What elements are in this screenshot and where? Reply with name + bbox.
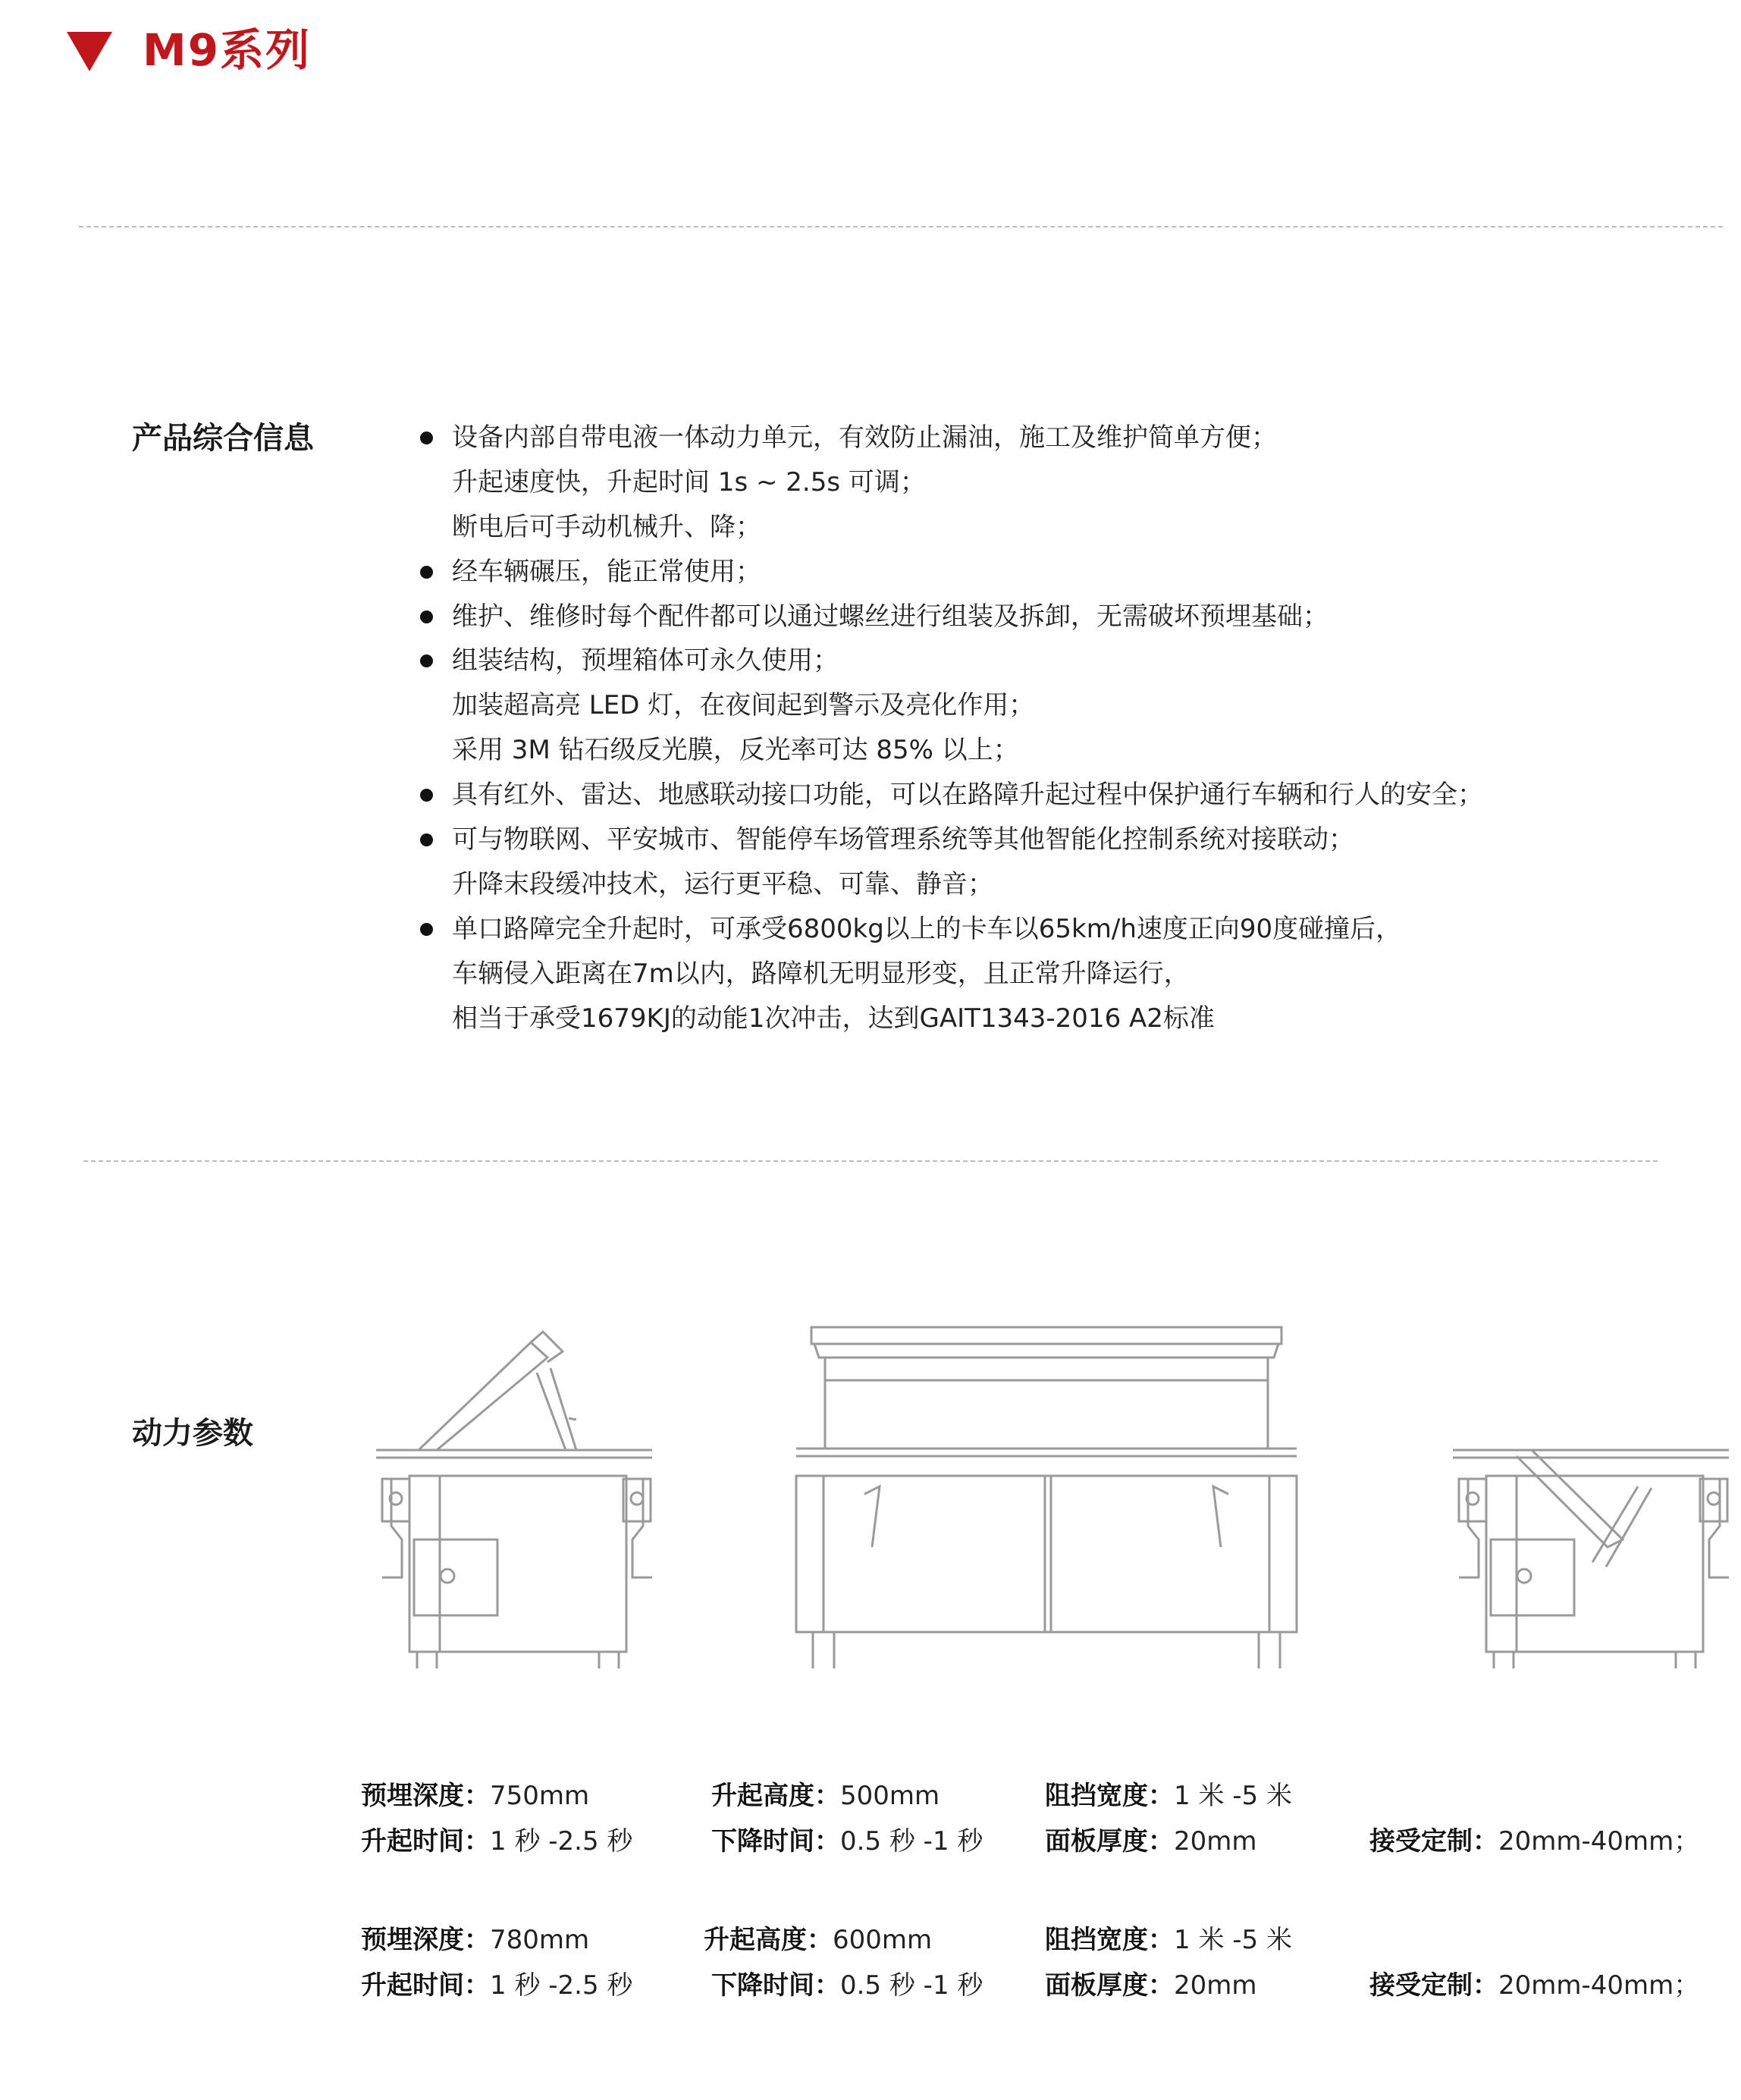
product-info-text: 采用 3M 钻石级反光膜，反光率可达 85% 以上； (452, 735, 1019, 766)
spec-value: 20mm-40mm； (1498, 1826, 1700, 1857)
product-info-text: 升降末段缓冲技术，运行更平稳、可靠、静音； (452, 868, 993, 899)
series-title: M9系列 (143, 24, 312, 76)
spec-value: 500mm (840, 1781, 940, 1811)
product-info-item (416, 595, 1705, 639)
product-info-text: 设备内部自带电液一体动力单元，有效防止漏油，施工及维护简单方便； (452, 422, 1277, 453)
spec-label: 阻挡宽度： (1045, 1781, 1174, 1811)
spec-block-width-2 (1045, 1919, 1292, 1961)
spec-panel-thickness-2 (1045, 1964, 1257, 2007)
spec-rise-height-1 (711, 1775, 940, 1817)
spec-rise-height-2 (704, 1919, 932, 1961)
spec-value: 0.5 秒 -1 秒 (840, 1826, 983, 1857)
spec-value: 1 米 -5 米 (1174, 1925, 1292, 1955)
spec-value: 780mm (490, 1925, 590, 1955)
product-info-item (416, 818, 1705, 862)
spec-label: 预埋深度： (361, 1925, 490, 1955)
spec-custom-2 (1369, 1964, 1699, 2007)
product-info-text: 单口路障完全升起时，可承受6800kg以上的卡车以65km/h速度正向90度碰撞后， (452, 913, 1402, 944)
spec-value: 600mm (833, 1925, 933, 1955)
product-info-text: 可与物联网、平安城市、智能停车场管理系统等其他智能化控制系统对接联动； (452, 824, 1354, 855)
bullet-icon (420, 566, 433, 579)
spec-fall-time-1 (711, 1820, 983, 1863)
product-info-item (416, 728, 1705, 773)
bullet-icon (420, 789, 433, 802)
spec-label: 预埋深度： (361, 1781, 490, 1811)
product-info-item (416, 416, 1705, 460)
divider-top (79, 226, 1723, 228)
spec-label: 下降时间： (711, 1826, 840, 1857)
spec-label: 阻挡宽度： (1045, 1925, 1174, 1955)
product-info-text: 升起速度快，升起时间 1s ~ 2.5s 可调； (452, 466, 926, 498)
bullet-icon (420, 654, 433, 667)
product-info-item (416, 683, 1705, 728)
spec-value: 750mm (490, 1781, 590, 1811)
spec-value: 20mm-40mm； (1498, 1970, 1700, 2001)
spec-block-width-1 (1045, 1775, 1292, 1817)
product-info-text: 组装结构，预埋箱体可永久使用； (452, 645, 839, 676)
spec-label: 面板厚度： (1045, 1970, 1174, 2001)
product-info-item (416, 773, 1705, 818)
spec-rise-time-1 (361, 1820, 632, 1863)
spec-label: 升起高度： (711, 1781, 840, 1811)
spec-value: 0.5 秒 -1 秒 (840, 1970, 983, 2001)
product-info-item (416, 460, 1705, 505)
spec-label: 接受定制： (1369, 1970, 1498, 2001)
spec-label: 升起高度： (704, 1925, 833, 1955)
spec-rise-time-2 (361, 1964, 632, 2007)
spec-label: 接受定制： (1369, 1826, 1498, 1857)
product-info-text: 具有红外、雷达、地感联动接口功能，可以在路障升起过程中保护通行车辆和行人的安全； (452, 780, 1483, 811)
front-view-drawing (796, 1327, 1297, 1668)
bullet-icon (420, 611, 433, 623)
spec-label: 升起时间： (361, 1826, 490, 1857)
spec-value: 20mm (1174, 1826, 1257, 1857)
product-info-item (416, 505, 1705, 550)
product-info-item (416, 862, 1705, 907)
product-info-item (416, 550, 1705, 595)
spec-label: 面板厚度： (1045, 1826, 1174, 1857)
spec-label: 升起时间： (361, 1970, 490, 2001)
product-info-item (416, 907, 1705, 952)
header-triangle-icon (67, 32, 112, 71)
product-info-item (416, 997, 1705, 1041)
spec-value: 20mm (1174, 1970, 1257, 2001)
product-info-item (416, 639, 1705, 683)
power-params-label: 动力参数 (132, 1416, 253, 1451)
technical-drawings (349, 1320, 1741, 1668)
product-info-text: 断电后可手动机械升、降； (452, 511, 761, 542)
bullet-icon (420, 432, 433, 444)
product-info-text: 相当于承受1679KJ的动能1次冲击，达到GAIT1343-2016 A2标准 (452, 1003, 1215, 1034)
spec-value: 1 秒 -2.5 秒 (490, 1970, 633, 2001)
spec-panel-thickness-1 (1045, 1820, 1257, 1863)
spec-label: 下降时间： (711, 1970, 840, 2001)
spec-value: 1 秒 -2.5 秒 (490, 1826, 633, 1857)
product-info-list (416, 416, 1705, 1041)
product-info-text: 维护、维修时每个配件都可以通过螺丝进行组装及拆卸，无需破坏预埋基础； (452, 601, 1328, 632)
product-info-text: 加装超高亮 LED 灯，在夜间起到警示及亮化作用； (452, 690, 1035, 721)
spec-fall-time-2 (711, 1964, 983, 2007)
bullet-icon (420, 923, 433, 936)
spec-embed-depth-2 (361, 1919, 589, 1961)
product-info-label: 产品综合信息 (132, 421, 314, 456)
side-view-drawing-right (1453, 1450, 1729, 1668)
product-info-item (416, 952, 1705, 997)
product-info-text: 车辆侵入距离在7m以内，路障机无明显形变，且正常升降运行， (452, 958, 1190, 989)
bullet-icon (420, 833, 433, 846)
spec-value: 1 米 -5 米 (1174, 1781, 1292, 1811)
product-info-text: 经车辆碾压，能正常使用； (452, 556, 761, 587)
spec-custom-1 (1369, 1820, 1699, 1863)
divider-middle (83, 1160, 1658, 1162)
spec-embed-depth-1 (361, 1775, 589, 1817)
side-view-drawing-left (376, 1332, 652, 1668)
